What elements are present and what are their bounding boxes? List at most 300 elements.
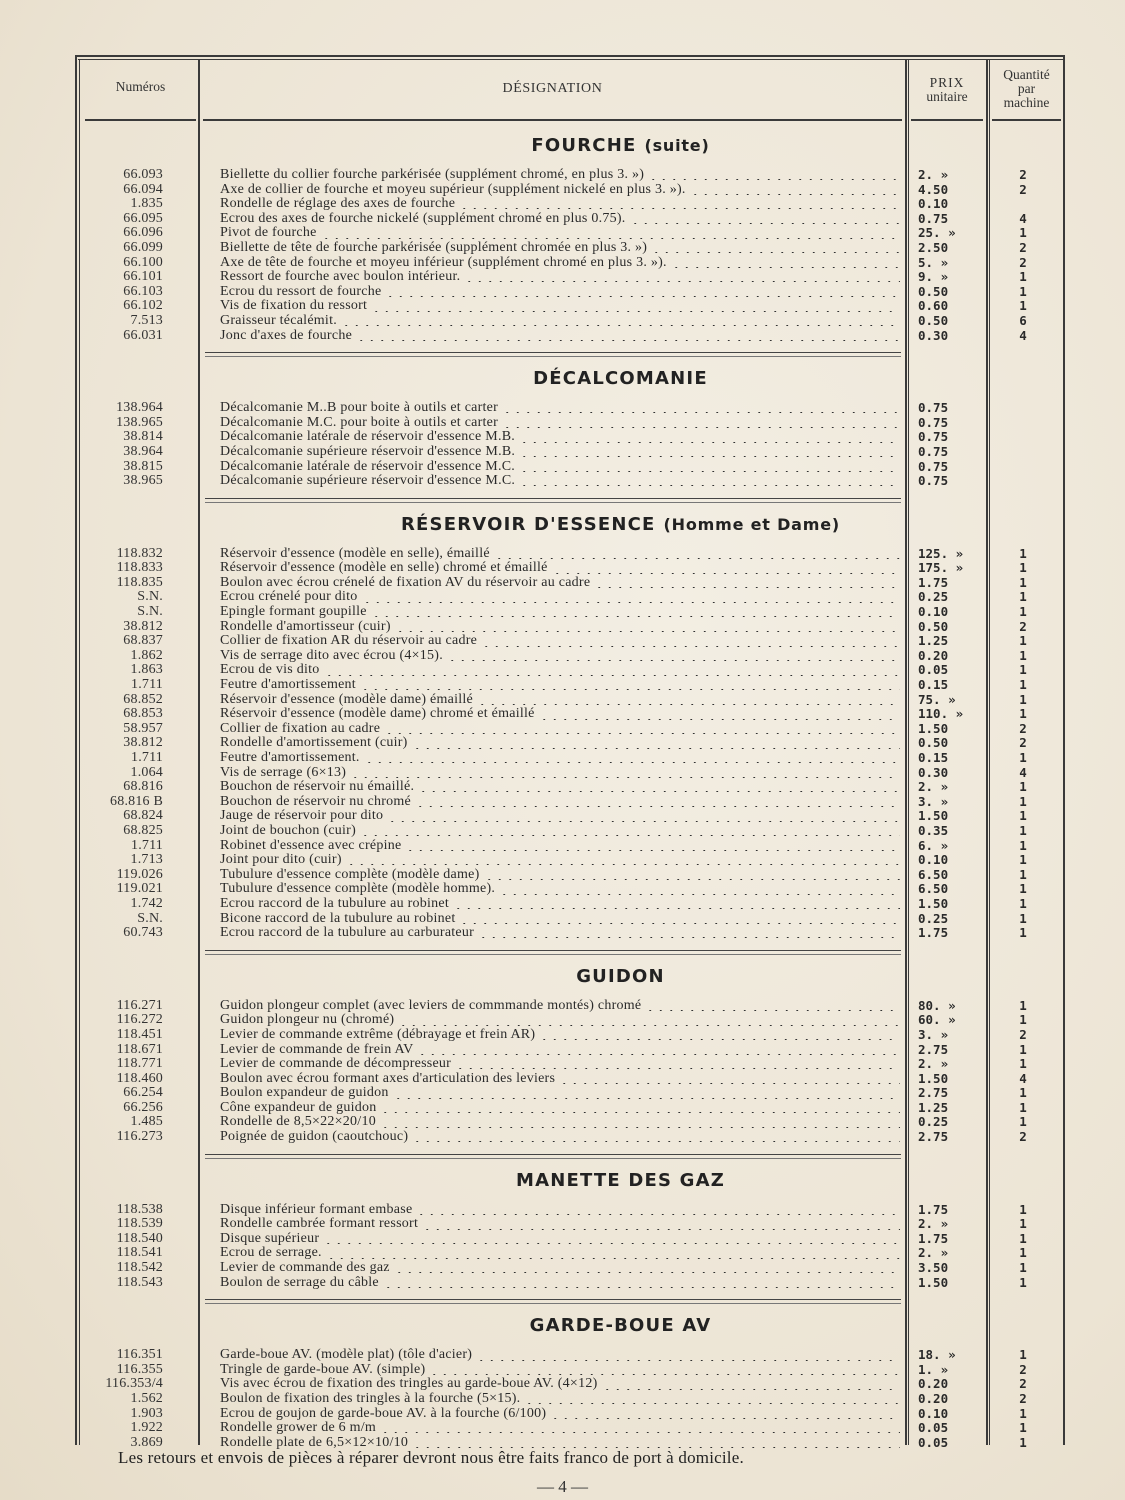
unit-price: 0.15 <box>918 750 949 765</box>
unit-price: 0.20 <box>918 1376 949 1392</box>
dot-leader <box>360 826 900 836</box>
quantity-per-machine: 1 <box>1019 895 1027 911</box>
unit-price: 1.25 <box>918 633 949 649</box>
part-row <box>78 1217 1063 1232</box>
dot-leader <box>422 1220 900 1230</box>
section-title-text: MANETTE DES GAZ <box>516 1169 725 1191</box>
part-row <box>78 1261 1063 1276</box>
quantity-per-machine: 1 <box>1019 1201 1027 1217</box>
part-number: 118.460 <box>116 1070 163 1086</box>
part-number: 66.254 <box>123 1085 163 1101</box>
dot-leader <box>519 447 900 457</box>
dot-leader <box>690 185 900 195</box>
quantity-per-machine: 1 <box>1019 997 1027 1013</box>
dot-leader <box>364 753 900 763</box>
part-number: 38.965 <box>123 473 163 489</box>
quantity-per-machine: 1 <box>1019 677 1027 693</box>
part-number: 3.869 <box>130 1434 163 1450</box>
unit-price: 5. » <box>918 254 949 270</box>
part-number: 118.771 <box>116 1056 163 1072</box>
part-designation <box>220 1377 900 1392</box>
part-number: 118.832 <box>116 545 163 561</box>
quantity-per-machine: 1 <box>1019 1434 1027 1450</box>
part-row <box>78 474 1063 489</box>
part-number: 68.816 <box>123 779 163 795</box>
unit-price: 4.50 <box>918 181 949 197</box>
part-row <box>78 999 1063 1014</box>
section-title <box>78 122 1063 168</box>
unit-price: 0.50 <box>918 283 949 299</box>
part-designation <box>220 1101 900 1116</box>
dot-leader <box>356 331 900 341</box>
designation-text: Boulon avec écrou formant axes d'articulation des leviers <box>220 1070 556 1086</box>
part-number: 66.256 <box>123 1099 163 1115</box>
designation-text: Levier de commande de décompresseur <box>220 1056 452 1072</box>
part-number: 66.031 <box>123 327 163 343</box>
quantity-per-machine: 4 <box>1019 764 1027 780</box>
header-underline-prix <box>911 119 983 121</box>
quantity-per-machine: 1 <box>1019 1041 1027 1057</box>
part-number: 1.064 <box>130 764 163 780</box>
dot-leader <box>594 578 900 588</box>
dot-leader <box>412 1438 900 1448</box>
quantity-per-machine: 1 <box>1019 1245 1027 1261</box>
section-title-text: GARDE-BOUE AV <box>529 1315 712 1337</box>
dot-leader <box>395 622 900 632</box>
unit-price: 0.75 <box>918 458 949 474</box>
designation-text: Rondelle de réglage des axes de fourche <box>220 196 456 212</box>
part-number: 66.096 <box>123 225 163 241</box>
designation-text: Tubulure d'essence complète (modèle homme). <box>220 881 496 897</box>
part-number: 118.543 <box>116 1274 163 1290</box>
part-row <box>78 882 1063 897</box>
part-row <box>78 1057 1063 1072</box>
part-number: 38.814 <box>123 429 163 445</box>
part-number: 66.099 <box>123 239 163 255</box>
unit-price: 6.50 <box>918 881 949 897</box>
frame-left-rule <box>75 55 77 1445</box>
part-row <box>78 226 1063 241</box>
unit-price: 1.75 <box>918 925 949 941</box>
frame-right-rule <box>1063 55 1065 1445</box>
part-designation <box>220 1421 900 1436</box>
dot-leader <box>502 403 900 413</box>
quantity-per-machine: 1 <box>1019 1230 1027 1246</box>
quantity-per-machine: 1 <box>1019 910 1027 926</box>
part-row <box>78 649 1063 664</box>
part-number: 116.355 <box>116 1361 163 1377</box>
unit-price: 2.50 <box>918 239 949 255</box>
designation-text: Rondelle de 8,5×22×20/10 <box>220 1114 376 1130</box>
designation-text: Décalcomanie supérieure réservoir d'essence M.B. <box>220 443 516 459</box>
designation-text: Ecrou de serrage. <box>220 1245 322 1261</box>
designation-text: Vis de fixation du ressort <box>220 298 368 314</box>
unit-price: 1.50 <box>918 808 949 824</box>
part-designation <box>220 795 900 810</box>
unit-price: 0.75 <box>918 429 949 445</box>
part-row <box>78 197 1063 212</box>
unit-price: 2.75 <box>918 1129 949 1145</box>
unit-price: 6. » <box>918 837 949 853</box>
designation-text: Levier de commande des gaz <box>220 1260 390 1276</box>
part-number: S.N. <box>137 604 163 620</box>
unit-price: 0.05 <box>918 1420 949 1436</box>
unit-price: 80. » <box>918 997 956 1013</box>
part-number: 1.742 <box>130 895 163 911</box>
part-designation <box>220 605 900 620</box>
designation-text: Bouchon de réservoir nu chromé <box>220 793 411 809</box>
unit-price: 18. » <box>918 1347 956 1363</box>
part-row <box>78 561 1063 576</box>
unit-price: 1.25 <box>918 1099 949 1115</box>
unit-price: 2. » <box>918 1056 949 1072</box>
part-designation <box>220 1115 900 1130</box>
quantity-per-machine: 1 <box>1019 604 1027 620</box>
part-row <box>78 853 1063 868</box>
quantity-per-machine: 1 <box>1019 1405 1027 1421</box>
dot-leader <box>502 418 900 428</box>
part-designation <box>220 1013 900 1028</box>
unit-price: 0.30 <box>918 764 949 780</box>
part-number: 119.026 <box>116 866 163 882</box>
quantity-per-machine: 2 <box>1019 720 1027 736</box>
dot-leader <box>412 1132 900 1142</box>
quantity-per-machine: 1 <box>1019 545 1027 561</box>
dot-leader <box>459 914 900 924</box>
section <box>78 352 1063 489</box>
part-row <box>78 1348 1063 1363</box>
designation-text: Garde-boue AV. (modèle plat) (tôle d'acier) <box>220 1347 473 1363</box>
designation-text: Ecrou de goujon de garde-boue AV. à la fourche (6/100) <box>220 1405 547 1421</box>
part-number: 66.102 <box>123 298 163 314</box>
designation-text: Rondelle grower de 6 m/m <box>220 1420 377 1436</box>
part-row <box>78 212 1063 227</box>
dot-leader <box>524 1394 900 1404</box>
unit-price: 1.75 <box>918 1201 949 1217</box>
part-designation <box>220 1057 900 1072</box>
part-row <box>78 590 1063 605</box>
unitaire-label: unitaire <box>926 89 968 104</box>
part-number: 68.853 <box>123 706 163 722</box>
frame-top-rule <box>75 55 1065 57</box>
prix-label: PRIX <box>929 75 965 90</box>
part-row <box>78 1043 1063 1058</box>
section <box>78 122 1063 343</box>
part-designation <box>220 1072 900 1087</box>
designation-text: Joint de bouchon (cuir) <box>220 822 356 838</box>
part-row <box>78 1115 1063 1130</box>
dot-leader <box>519 462 900 472</box>
quantity-per-machine: 1 <box>1019 837 1027 853</box>
dot-leader <box>519 476 900 486</box>
quantity-per-machine: 1 <box>1019 881 1027 897</box>
designation-text: Décalcomanie supérieure réservoir d'essence M.C. <box>220 473 516 489</box>
designation-text: Axe de collier de fourche et moyeu supérieur (supplément nickelé en plus 3. »). <box>220 181 686 197</box>
part-number: 118.671 <box>116 1041 163 1057</box>
part-row <box>78 693 1063 708</box>
dot-leader <box>476 1351 900 1361</box>
quantity-per-machine: 1 <box>1019 1114 1027 1130</box>
part-designation <box>220 197 900 212</box>
designation-text: Disque supérieur <box>220 1230 320 1246</box>
dot-leader <box>362 593 900 603</box>
unit-price: 0.50 <box>918 735 949 751</box>
designation-text: Ecrou du ressort de fourche <box>220 283 382 299</box>
designation-text: Décalcomanie latérale de réservoir d'essence M.C. <box>220 458 516 474</box>
part-designation <box>220 474 900 489</box>
section-divider <box>205 950 901 955</box>
quantity-per-machine: 2 <box>1019 167 1027 182</box>
part-row <box>78 1407 1063 1422</box>
part-row <box>78 926 1063 941</box>
part-row <box>78 824 1063 839</box>
designation-text: Collier de fixation AR du réservoir au cadre <box>220 633 478 649</box>
part-row <box>78 1232 1063 1247</box>
dot-leader <box>648 170 900 180</box>
part-designation <box>220 270 900 285</box>
designation-text: Biellette du collier fourche parkérisée (supplément chromé, en plus 3. ») <box>220 167 645 182</box>
part-row <box>78 416 1063 431</box>
part-row <box>78 868 1063 883</box>
dot-leader <box>380 1423 900 1433</box>
designation-text: Joint pour dito (cuir) <box>220 852 342 868</box>
designation-text: Cône expandeur de guidon <box>220 1099 377 1115</box>
quantity-per-machine: 2 <box>1019 618 1027 634</box>
part-designation <box>220 329 900 344</box>
designation-text: Ecrou crénelé pour dito <box>220 589 358 605</box>
dot-leader <box>459 199 900 209</box>
dot-leader <box>418 782 900 792</box>
quantity-per-machine: 1 <box>1019 1216 1027 1232</box>
part-number: 118.538 <box>116 1201 163 1217</box>
part-designation <box>220 634 900 649</box>
part-number: 66.101 <box>123 269 163 285</box>
part-number: 118.542 <box>116 1260 163 1276</box>
header-underline-qty <box>992 119 1061 121</box>
unit-price: 0.10 <box>918 1405 949 1421</box>
part-designation <box>220 1217 900 1232</box>
dot-leader <box>484 870 900 880</box>
part-number: 58.957 <box>123 720 163 736</box>
quantity-per-machine: 2 <box>1019 1026 1027 1042</box>
unit-price: 0.75 <box>918 210 949 226</box>
part-number: 68.825 <box>123 822 163 838</box>
dot-leader <box>630 214 900 224</box>
unit-price: 0.35 <box>918 822 949 838</box>
part-designation <box>220 256 900 271</box>
part-number: 68.816 B <box>110 793 163 809</box>
part-number: 1.862 <box>130 647 163 663</box>
dot-leader <box>346 855 900 865</box>
quantity-per-machine: 1 <box>1019 662 1027 678</box>
dot-leader <box>477 695 900 705</box>
designation-text: Vis avec écrou de fixation des tringles au garde-boue AV. (4×12) <box>220 1376 598 1392</box>
part-designation <box>220 285 900 300</box>
designation-text: Réservoir d'essence (modèle dame) émaillé <box>220 691 474 707</box>
quantity-per-machine: 1 <box>1019 589 1027 605</box>
part-number: 116.273 <box>116 1129 163 1145</box>
quantity-per-machine: 4 <box>1019 327 1027 343</box>
part-number: 118.540 <box>116 1230 163 1246</box>
part-row <box>78 285 1063 300</box>
frame-top-rule-inner <box>78 59 1063 60</box>
dot-leader <box>341 316 900 326</box>
designation-text: Vis de serrage (6×13) <box>220 764 347 780</box>
part-number: 138.964 <box>116 400 163 416</box>
part-number: 116.271 <box>116 997 163 1013</box>
unit-price: 0.60 <box>918 298 949 314</box>
part-designation <box>220 649 900 664</box>
quantity-per-machine: 2 <box>1019 181 1027 197</box>
part-number: 68.837 <box>123 633 163 649</box>
section-title-text: GUIDON <box>576 965 665 987</box>
section-title <box>78 1154 1063 1203</box>
part-designation <box>220 620 900 635</box>
designation-text: Biellette de tête de fourche parkérisée (supplément chromée en plus 3. ») <box>220 239 648 255</box>
unit-price: 0.15 <box>918 677 949 693</box>
part-designation <box>220 882 900 897</box>
column-header-prix <box>909 76 985 104</box>
part-designation <box>220 430 900 445</box>
designation-text: Tringle de garde-boue AV. (simple) <box>220 1361 426 1377</box>
part-number: 38.815 <box>123 458 163 474</box>
part-row <box>78 912 1063 927</box>
part-row <box>78 1028 1063 1043</box>
unit-price: 0.50 <box>918 618 949 634</box>
designation-text: Ressort de fourche avec boulon intérieur. <box>220 269 461 285</box>
dot-leader <box>394 1263 900 1273</box>
part-designation <box>220 1261 900 1276</box>
quantity-per-machine: 1 <box>1019 1085 1027 1101</box>
part-number: 116.351 <box>116 1347 163 1363</box>
designation-text: Rondelle cambrée formant ressort <box>220 1216 419 1232</box>
designation-text: Boulon avec écrou crénelé de fixation AV du réservoir au cadre <box>220 574 591 590</box>
dot-leader <box>417 1045 900 1055</box>
dot-leader <box>494 549 900 559</box>
quantity-per-machine: 2 <box>1019 1391 1027 1406</box>
part-designation <box>220 1232 900 1247</box>
part-row <box>78 809 1063 824</box>
part-number: 1.903 <box>130 1405 163 1421</box>
unit-price: 175. » <box>918 560 964 576</box>
designation-text: Réservoir d'essence (modèle en selle) chromé et émaillé <box>220 560 548 576</box>
part-number: 138.965 <box>116 414 163 430</box>
unit-price: 0.25 <box>918 1114 949 1130</box>
part-number: 118.833 <box>116 560 163 576</box>
quantity-per-machine: 1 <box>1019 298 1027 314</box>
dot-leader <box>447 651 900 661</box>
part-row <box>78 1086 1063 1101</box>
unit-price: 0.05 <box>918 1434 949 1450</box>
designation-text: Boulon expandeur de guidon <box>220 1085 389 1101</box>
part-designation <box>220 926 900 941</box>
part-row <box>78 183 1063 198</box>
part-designation <box>220 1246 900 1261</box>
quantity-per-machine: 1 <box>1019 633 1027 649</box>
part-number: 1.485 <box>130 1114 163 1130</box>
unit-price: 0.75 <box>918 400 949 416</box>
part-row <box>78 620 1063 635</box>
dot-leader <box>519 433 900 443</box>
unit-price: 0.25 <box>918 589 949 605</box>
part-designation <box>220 168 900 183</box>
dot-leader <box>383 1278 900 1288</box>
quantity-per-machine: 1 <box>1019 1099 1027 1115</box>
section-title <box>78 352 1063 401</box>
designation-text: Robinet d'essence avec crépine <box>220 837 402 853</box>
dot-leader <box>385 287 900 297</box>
part-number: 38.812 <box>123 618 163 634</box>
unit-price: 2. » <box>918 167 949 182</box>
section-title <box>78 950 1063 999</box>
part-row <box>78 663 1063 678</box>
quantity-per-machine: 4 <box>1019 210 1027 226</box>
dot-leader <box>602 1380 901 1390</box>
part-row <box>78 897 1063 912</box>
designation-text: Epingle formant goupille <box>220 604 367 620</box>
section-divider <box>205 498 901 503</box>
header-underline-designation <box>203 119 902 121</box>
part-designation <box>220 561 900 576</box>
part-row <box>78 430 1063 445</box>
quantity-per-machine: 1 <box>1019 706 1027 722</box>
unit-price: 1.50 <box>918 1274 949 1290</box>
part-row <box>78 736 1063 751</box>
section <box>78 498 1063 941</box>
section <box>78 950 1063 1145</box>
unit-price: 110. » <box>918 706 964 722</box>
unit-price: 1. » <box>918 1361 949 1377</box>
dot-leader <box>464 272 900 282</box>
part-row <box>78 678 1063 693</box>
part-number: 66.094 <box>123 181 163 197</box>
part-row <box>78 1072 1063 1087</box>
column-header-designation: DÉSIGNATION <box>502 81 603 96</box>
unit-price: 2.75 <box>918 1041 949 1057</box>
part-designation <box>220 576 900 591</box>
unit-price: 2. » <box>918 1245 949 1261</box>
part-number: 1.562 <box>130 1391 163 1406</box>
section-title <box>78 498 1063 547</box>
part-number: 68.852 <box>123 691 163 707</box>
designation-text: Décalcomanie M.C. pour boite à outils et carter <box>220 414 499 430</box>
part-row <box>78 445 1063 460</box>
part-row <box>78 605 1063 620</box>
parts-list <box>78 122 1063 1450</box>
quantity-per-machine: 1 <box>1019 750 1027 765</box>
part-row <box>78 1377 1063 1392</box>
part-designation <box>220 1028 900 1043</box>
unit-price: 0.10 <box>918 196 949 212</box>
unit-price: 1.75 <box>918 574 949 590</box>
quantity-per-machine: 2 <box>1019 1361 1027 1377</box>
quantity-per-machine: 4 <box>1019 1070 1027 1086</box>
quantity-per-machine: 1 <box>1019 925 1027 941</box>
designation-text: Ecrou raccord de la tubulure au carburateur <box>220 925 475 941</box>
part-row <box>78 766 1063 781</box>
section-subtitle: (Homme et Dame) <box>663 514 840 534</box>
part-number: 118.539 <box>116 1216 163 1232</box>
dot-leader <box>645 1001 900 1011</box>
quantity-per-machine: 1 <box>1019 225 1027 241</box>
quantity-per-machine: 1 <box>1019 1274 1027 1290</box>
section-divider <box>205 352 901 357</box>
footer-note: Les retours et envois de pièces à réparer devront nous être faits franco de port à domicile. <box>118 1448 744 1467</box>
part-number: 116.353/4 <box>105 1376 163 1392</box>
dot-leader <box>453 899 900 909</box>
part-row <box>78 401 1063 416</box>
quantity-per-machine: 1 <box>1019 793 1027 809</box>
